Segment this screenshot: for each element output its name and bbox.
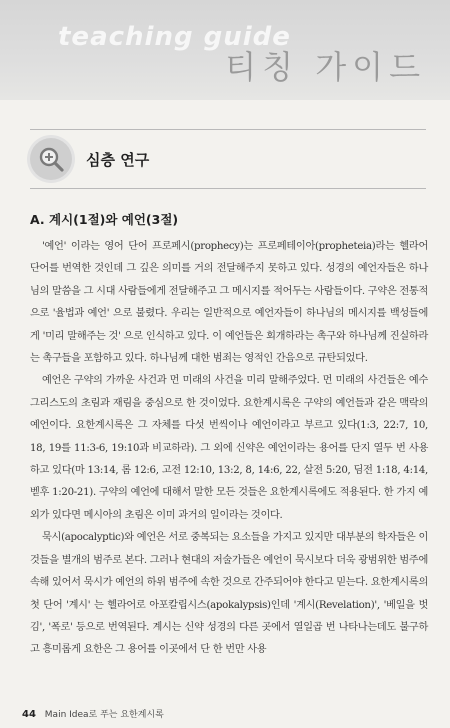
subheading: A. 계시(1절)와 예언(3절): [30, 212, 179, 227]
magnifier-plus-icon: [30, 138, 72, 180]
korean-title: 티칭 가이드: [225, 48, 426, 86]
english-title: teaching guide: [58, 22, 291, 52]
section-title: 심층 연구: [86, 150, 150, 169]
paragraph: '예언' 이라는 영어 단어 프로페시(prophecy)는 프로페테이아(propheteia)라는 헬라어 단어를 번역한 것인데 그 깊은 의미를 거의 전달해주지 못하고 있다. 성경의 예언자들은 하나님의 말씀을 그 시대 사람들에게 전달해주고 그 메시지를 적어두는 사람들이다. 구약은 전통적으로 '율법과 예언' 으로 불렸다. 우리는 일반적으로 예언자들이 하나님의 메시지를 백성들에게 '미리 말해주는 것' 으로 인식하고 있다. 이 예언들은 회개하라는 촉구와 하나님께 진실하라는 촉구들을 포함하고 있다. 하나님께 대한 범죄는 영적인 간음으로 규탄되었다.: [30, 241, 428, 365]
section-top-rule: [30, 129, 426, 130]
page-footer: [22, 707, 164, 720]
book-title: Main Idea로 푸는 요한계시록: [44, 710, 164, 720]
paragraph: 예언은 구약의 가까운 사건과 먼 미래의 사건을 미리 말해주었다. 먼 미래의 사건들은 예수 그리스도의 초림과 재림을 중심으로 한 것이었다. 요한계시록은 구약의 예언들과 같은 맥락의 예언이다. 요한계시록은 그 자체를 다섯 번씩이나 예언이라고 부르고 있다(1:3, 22:7, 10, 18, 19를 11:3-6, 19:10과 비교하라). 그 외에 신약은 예언이라는 용어를 단지 열두 번 사용하고 있다(마 13:14, 롬 12:6, 고전 12:10, 13:2, 8, 14:6, 22, 살전 5:20, 딤전 1:18, 4:14, 벧후 1:20-21). 구약의 예언에 대해서 말한 모든 것들은 요한계시록에도 적용된다. 한 가지 예외가 있다면 메시아의 초림은 이미 과거의 일이라는 것이다.: [30, 375, 428, 521]
section-header: [30, 138, 149, 180]
body-text: [30, 236, 428, 662]
page-number: 44: [22, 709, 36, 720]
section-bottom-rule: [30, 188, 426, 189]
paragraph: 묵시(apocalyptic)와 예언은 서로 중복되는 요소들을 가지고 있지만 대부분의 학자들은 이것들을 별개의 범주로 본다. 그러나 현대의 저술가들은 예언이 묵시보다 더욱 광범위한 범주에 속해 있어서 묵시가 예언의 하위 범주에 속한 것으로 간주되어야 한다고 믿는다. 요한계시록의 첫 단어 '계시' 는 헬라어로 아포칼립시스(apokalypsis)인데 '계시(Revelation)', '베일을 벗김', '폭로' 등으로 번역된다. 계시는 신약 성경의 다른 곳에서 열일곱 번 나타나는데도 불구하고 흥미롭게 요한은 그 용어를 이곳에서 단 한 번만 사용: [30, 532, 428, 656]
header-band: [0, 0, 450, 100]
